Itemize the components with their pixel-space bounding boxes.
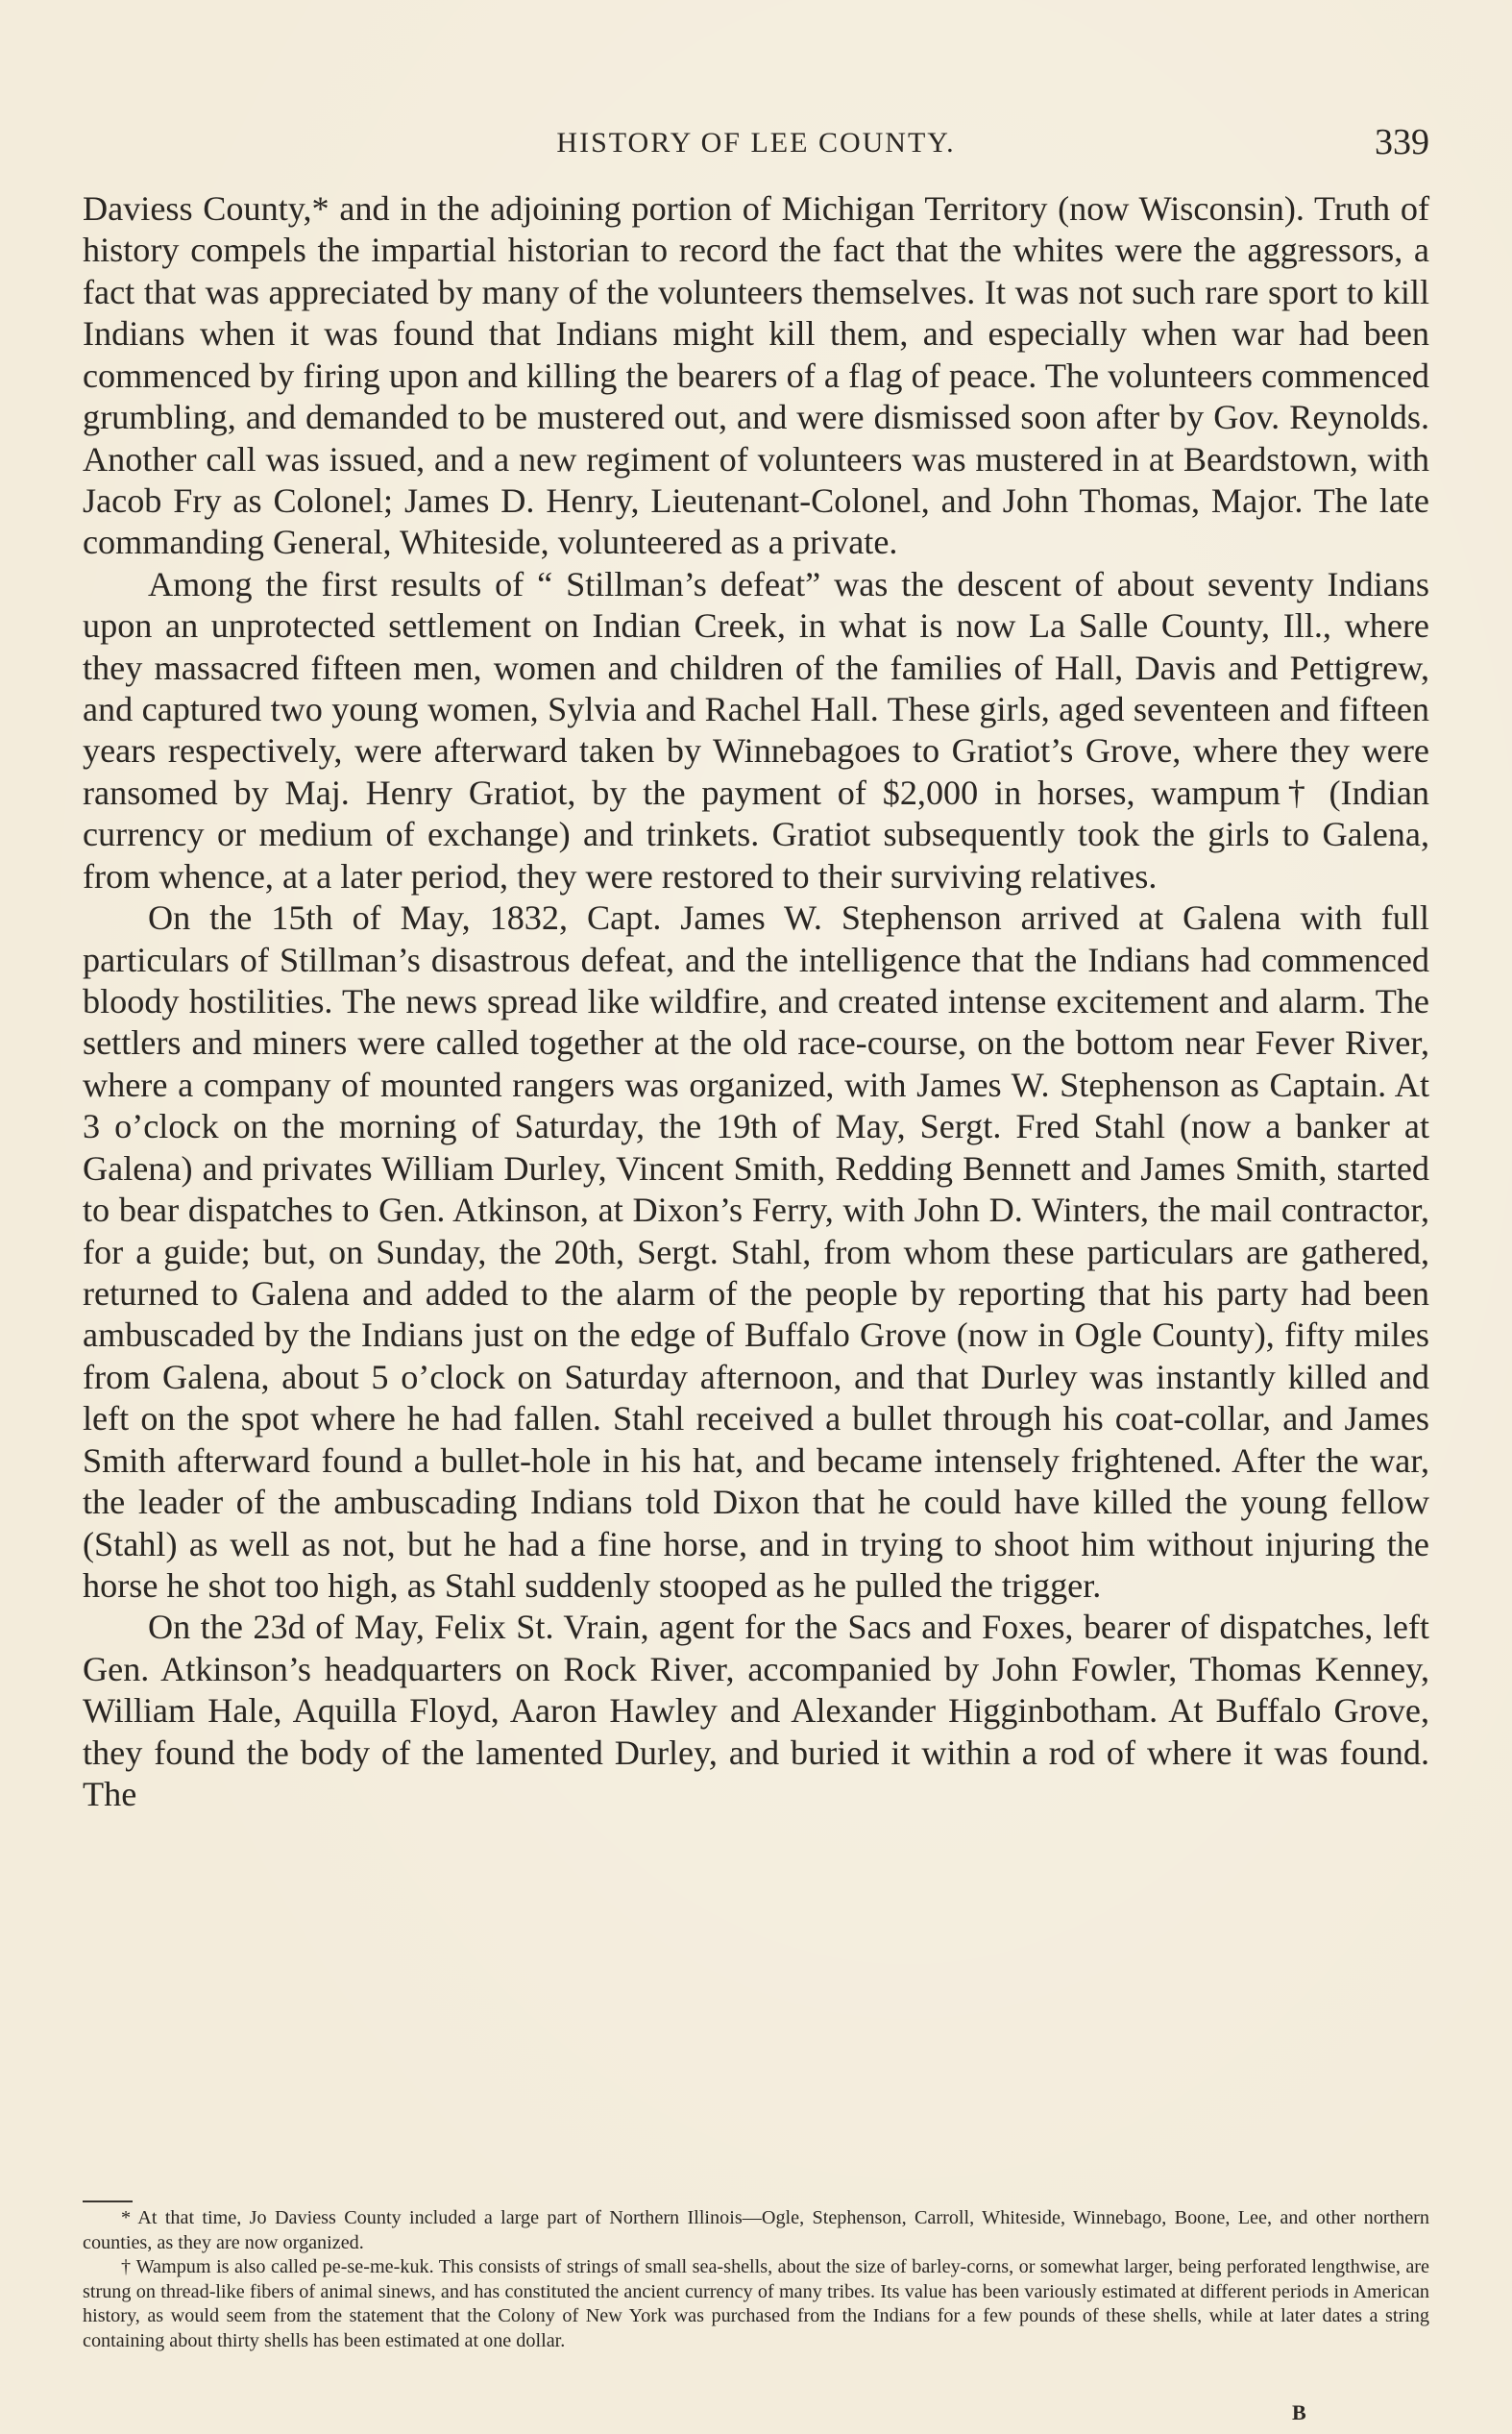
body-text [83,188,1429,1815]
page-number: 339 [1375,122,1429,162]
footnote: † Wampum is also called pe-se-me-kuk. This consists of strings of small sea-shells, about the size of barley-corns, or somewhat larger, being perforated lengthwise, are strung on thread-like fibers of animal sinews, and has constituted the ancient currency of many tribes. Its value has been variously estimated at different periods in American history, as would seem from the statement that the Colony of New York was purchased from the Indians for a few pounds of these shells, while at later dates a string containing about thirty shells has been estimated at one dollar. [83,2256,1429,2351]
footnote-rule [83,2200,133,2202]
running-title: HISTORY OF LEE COUNTY. [556,127,956,159]
signature-mark: B [1292,2400,1306,2424]
page-header [83,121,1429,169]
footnote: * At that time, Jo Daviess County included a large part of Northern Illinois—Ogle, Stephenson, Carroll, Whiteside, Winnebago, Boone, Lee, and other northern counties, as they are now organized. [83,2207,1429,2253]
footnotes [83,2206,1429,2353]
body-paragraph: On the 15th of May, 1832, Capt. James W. Stephenson arrived at Galena with full particulars of Stillman’s disastrous defeat, and the intelligence that the Indians had commenced bloody hostilities. The news spread like wildfire, and created intense excitement and alarm. The settlers and miners were called together at the old race-course, on the bottom near Fever River, where a company of mounted rangers was organized, with James W. Stephenson as Captain. At 3 o’clock on the morning of Saturday, the 19th of May, Sergt. Fred Stahl (now a banker at Galena) and privates William Durley, Vincent Smith, Redding Bennett and James Smith, started to bear dispatches to Gen. Atkinson, at Dixon’s Ferry, with John D. Winters, the mail contractor, for a guide; but, on Sunday, the 20th, Sergt. Stahl, from whom these particulars are gathered, returned to Galena and added to the alarm of the people by reporting that his party had been ambuscaded by the Indians just on the edge of Buffalo Grove (now in Ogle County), fifty miles from Galena, about 5 o’clock on Saturday afternoon, and that Durley was instantly killed and left on the spot where he had fallen. Stahl received a bullet through his coat-collar, and James Smith afterward found a bullet-hole in his hat, and became intensely frightened. After the war, the leader of the ambuscading Indians told Dixon that he could have killed the young fellow (Stahl) as well as not, but he had a fine horse, and in trying to shoot him without injuring the horse he shot too high, as Stahl suddenly stooped as he pulled the trigger. [83,898,1429,1605]
body-paragraph: On the 23d of May, Felix St. Vrain, agent for the Sacs and Foxes, bearer of dispatches, left Gen. Atkinson’s headquarters on Rock River, accompanied by John Fowler, Thomas Kenney, William Hale, Aquilla Floyd, Aaron Hawley and Alexander Higginbotham. At Buffalo Grove, they found the body of the lamented Durley, and buried it within a rod of where it was found. The [83,1608,1429,1814]
body-paragraph: Daviess County,* and in the adjoining portion of Michigan Territory (now Wisconsin). Truth of history compels the impartial historian to record the fact that the whites were the aggressors, a fact that was appreciated by many of the volunteers themselves. It was not such rare sport to kill Indians when it was found that Indians might kill them, and especially when war had been commenced by firing upon and killing the bearers of a flag of peace. The volunteers commenced grumbling, and demanded to be mustered out, and were dismissed soon after by Gov. Reynolds. Another call was issued, and a new regiment of volunteers was mustered in at Beardstown, with Jacob Fry as Colonel; James D. Henry, Lieutenant-Colonel, and John Thomas, Major. The late commanding General, Whiteside, volunteered as a private. [83,189,1429,562]
body-paragraph: Among the first results of “ Stillman’s defeat” was the descent of about seventy Indians upon an unprotected settlement on Indian Creek, in what is now La Salle County, Ill., where they massacred fifteen men, women and children of the families of Hall, Davis and Pettigrew, and captured two young women, Sylvia and Rachel Hall. These girls, aged seventeen and fifteen years respectively, were afterward taken by Winnebagoes to Gratiot’s Grove, where they were ransomed by Maj. Henry Gratiot, by the payment of $2,000 in horses, wampum† (Indian currency or medium of exchange) and trinkets. Gratiot subsequently took the girls to Galena, from whence, at a later period, they were restored to their surviving relatives. [83,564,1429,896]
